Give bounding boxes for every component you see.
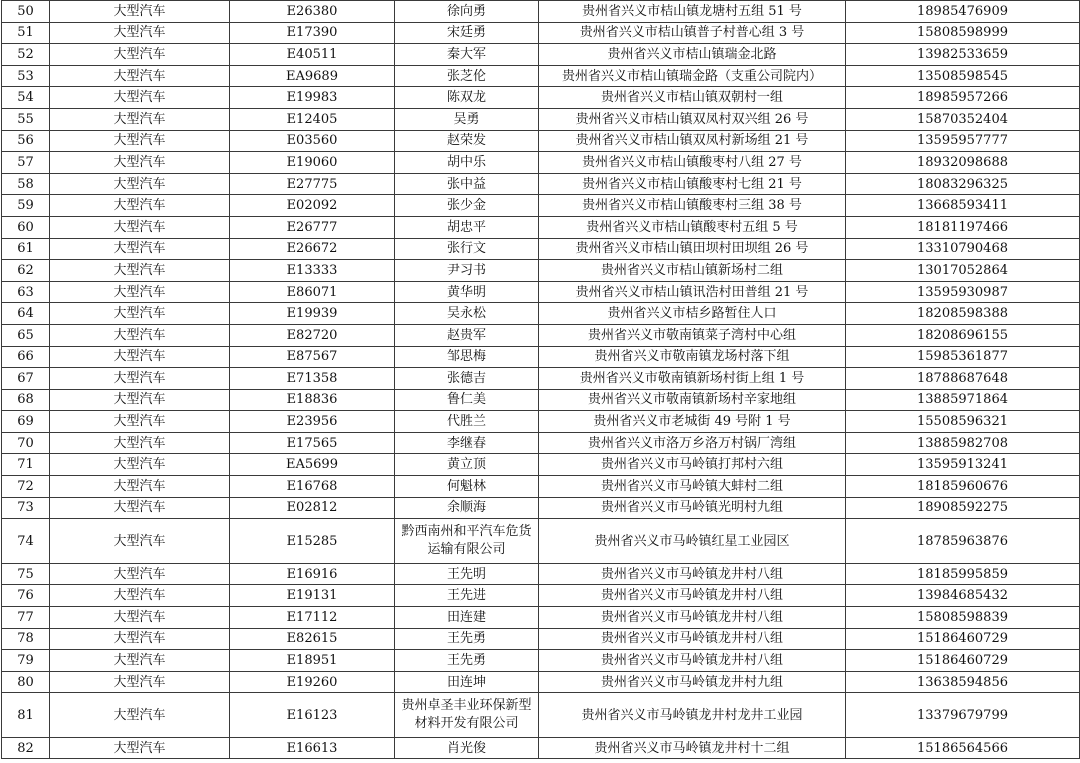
table-row — [2, 411, 1080, 433]
table-row — [2, 671, 1080, 693]
address-cell: 贵州省兴义市马岭镇打邦村六组 — [539, 454, 846, 476]
owner-name-cell: 黔西南州和平汽车危货运输有限公司 — [395, 519, 539, 564]
plate-number-cell: E18951 — [230, 650, 395, 672]
row-number-cell: 68 — [2, 389, 50, 411]
owner-name-cell: 陈双龙 — [395, 87, 539, 109]
owner-name-cell: 胡忠平 — [395, 216, 539, 238]
plate-number-cell: E16916 — [230, 563, 395, 585]
row-number-cell: 64 — [2, 303, 50, 325]
vehicle-type-cell: 大型汽车 — [50, 281, 230, 303]
vehicle-type-cell: 大型汽车 — [50, 411, 230, 433]
vehicle-type-cell: 大型汽车 — [50, 87, 230, 109]
table-row — [2, 606, 1080, 628]
vehicle-type-cell: 大型汽车 — [50, 606, 230, 628]
vehicle-type-cell: 大型汽车 — [50, 130, 230, 152]
row-number-cell: 50 — [2, 1, 50, 23]
table-row — [2, 238, 1080, 260]
plate-number-cell: E02092 — [230, 195, 395, 217]
row-number-cell: 78 — [2, 628, 50, 650]
vehicle-type-cell: 大型汽车 — [50, 585, 230, 607]
row-number-cell: 67 — [2, 368, 50, 390]
address-cell: 贵州省兴义市老城街 49 号附 1 号 — [539, 411, 846, 433]
address-cell: 贵州省兴义市桔山镇田坝村田坝组 26 号 — [539, 238, 846, 260]
table-body — [2, 1, 1080, 759]
phone-cell: 18785963876 — [846, 519, 1080, 564]
row-number-cell: 81 — [2, 693, 50, 738]
row-number-cell: 62 — [2, 260, 50, 282]
address-cell: 贵州省兴义市桔山镇讯浩村田普组 21 号 — [539, 281, 846, 303]
vehicle-type-cell: 大型汽车 — [50, 368, 230, 390]
row-number-cell: 79 — [2, 650, 50, 672]
vehicle-type-cell: 大型汽车 — [50, 563, 230, 585]
address-cell: 贵州省兴义市马岭镇龙井村十二组 — [539, 737, 846, 759]
row-number-cell: 59 — [2, 195, 50, 217]
row-number-cell: 76 — [2, 585, 50, 607]
vehicle-type-cell: 大型汽车 — [50, 65, 230, 87]
table-row — [2, 324, 1080, 346]
vehicle-type-cell: 大型汽车 — [50, 195, 230, 217]
address-cell: 贵州省兴义市桔山镇酸枣村七组 21 号 — [539, 173, 846, 195]
table-row — [2, 87, 1080, 109]
phone-cell: 18908592275 — [846, 497, 1080, 519]
vehicle-type-cell: 大型汽车 — [50, 152, 230, 174]
vehicle-type-cell: 大型汽车 — [50, 346, 230, 368]
vehicle-type-cell: 大型汽车 — [50, 303, 230, 325]
table-row — [2, 454, 1080, 476]
phone-cell: 18185960676 — [846, 476, 1080, 498]
plate-number-cell: E27775 — [230, 173, 395, 195]
plate-number-cell: E18836 — [230, 389, 395, 411]
vehicle-type-cell: 大型汽车 — [50, 324, 230, 346]
owner-name-cell: 邹思梅 — [395, 346, 539, 368]
address-cell: 贵州省兴义市马岭镇龙井村八组 — [539, 585, 846, 607]
row-number-cell: 72 — [2, 476, 50, 498]
plate-number-cell: E82720 — [230, 324, 395, 346]
owner-name-cell: 田连建 — [395, 606, 539, 628]
row-number-cell: 63 — [2, 281, 50, 303]
owner-name-cell: 秦大军 — [395, 44, 539, 66]
plate-number-cell: E02812 — [230, 497, 395, 519]
phone-cell: 18208598388 — [846, 303, 1080, 325]
table-row — [2, 563, 1080, 585]
vehicle-type-cell: 大型汽车 — [50, 737, 230, 759]
table-row — [2, 497, 1080, 519]
address-cell: 贵州省兴义市马岭镇龙井村八组 — [539, 628, 846, 650]
owner-name-cell: 王先勇 — [395, 628, 539, 650]
plate-number-cell: E17112 — [230, 606, 395, 628]
vehicle-type-cell: 大型汽车 — [50, 108, 230, 130]
table-row — [2, 650, 1080, 672]
address-cell: 贵州省兴义市桔山镇普子村普心组 3 号 — [539, 22, 846, 44]
phone-cell: 13885971864 — [846, 389, 1080, 411]
table-row — [2, 1, 1080, 23]
phone-cell: 15985361877 — [846, 346, 1080, 368]
address-cell: 贵州省兴义市马岭镇红星工业园区 — [539, 519, 846, 564]
plate-number-cell: E17390 — [230, 22, 395, 44]
owner-name-cell: 鲁仁美 — [395, 389, 539, 411]
address-cell: 贵州省兴义市马岭镇龙井村八组 — [539, 563, 846, 585]
address-cell: 贵州省兴义市洛万乡洛万村锅厂湾组 — [539, 432, 846, 454]
owner-name-cell: 张芝伦 — [395, 65, 539, 87]
phone-cell: 18185995859 — [846, 563, 1080, 585]
owner-name-cell: 吴勇 — [395, 108, 539, 130]
table-row — [2, 432, 1080, 454]
owner-name-cell: 宋廷勇 — [395, 22, 539, 44]
address-cell: 贵州省兴义市桔山镇酸枣村三组 38 号 — [539, 195, 846, 217]
row-number-cell: 74 — [2, 519, 50, 564]
row-number-cell: 66 — [2, 346, 50, 368]
plate-number-cell: E26777 — [230, 216, 395, 238]
table-row — [2, 737, 1080, 759]
table-row — [2, 628, 1080, 650]
phone-cell: 18985476909 — [846, 1, 1080, 23]
table-row — [2, 108, 1080, 130]
vehicle-type-cell: 大型汽车 — [50, 389, 230, 411]
address-cell: 贵州省兴义市桔山镇双凤村新场组 21 号 — [539, 130, 846, 152]
vehicle-type-cell: 大型汽车 — [50, 173, 230, 195]
vehicle-type-cell: 大型汽车 — [50, 216, 230, 238]
address-cell: 贵州省兴义市桔山镇瑞金北路 — [539, 44, 846, 66]
phone-cell: 15186460729 — [846, 650, 1080, 672]
row-number-cell: 65 — [2, 324, 50, 346]
owner-name-cell: 张少金 — [395, 195, 539, 217]
phone-cell: 13595957777 — [846, 130, 1080, 152]
row-number-cell: 82 — [2, 737, 50, 759]
table-row — [2, 260, 1080, 282]
table-row — [2, 152, 1080, 174]
owner-name-cell: 黄华明 — [395, 281, 539, 303]
plate-number-cell: EA5699 — [230, 454, 395, 476]
table-row — [2, 44, 1080, 66]
phone-cell: 18208696155 — [846, 324, 1080, 346]
row-number-cell: 53 — [2, 65, 50, 87]
table-row — [2, 346, 1080, 368]
plate-number-cell: E19260 — [230, 671, 395, 693]
plate-number-cell: E23956 — [230, 411, 395, 433]
plate-number-cell: E26380 — [230, 1, 395, 23]
phone-cell: 13379679799 — [846, 693, 1080, 738]
owner-name-cell: 李继春 — [395, 432, 539, 454]
row-number-cell: 73 — [2, 497, 50, 519]
owner-name-cell: 黄立顶 — [395, 454, 539, 476]
table-row — [2, 173, 1080, 195]
plate-number-cell: E16613 — [230, 737, 395, 759]
owner-name-cell: 张中益 — [395, 173, 539, 195]
vehicle-type-cell: 大型汽车 — [50, 693, 230, 738]
row-number-cell: 56 — [2, 130, 50, 152]
address-cell: 贵州省兴义市敬南镇菜子湾村中心组 — [539, 324, 846, 346]
plate-number-cell: E16768 — [230, 476, 395, 498]
plate-number-cell: E71358 — [230, 368, 395, 390]
address-cell: 贵州省兴义市桔山镇双凤村双兴组 26 号 — [539, 108, 846, 130]
phone-cell: 13595930987 — [846, 281, 1080, 303]
row-number-cell: 69 — [2, 411, 50, 433]
table-row — [2, 130, 1080, 152]
plate-number-cell: E12405 — [230, 108, 395, 130]
row-number-cell: 54 — [2, 87, 50, 109]
phone-cell: 18083296325 — [846, 173, 1080, 195]
owner-name-cell: 张德吉 — [395, 368, 539, 390]
phone-cell: 15808598999 — [846, 22, 1080, 44]
owner-name-cell: 王先明 — [395, 563, 539, 585]
vehicle-type-cell: 大型汽车 — [50, 238, 230, 260]
owner-name-cell: 王先勇 — [395, 650, 539, 672]
row-number-cell: 51 — [2, 22, 50, 44]
table-row — [2, 476, 1080, 498]
plate-number-cell: E82615 — [230, 628, 395, 650]
plate-number-cell: E13333 — [230, 260, 395, 282]
address-cell: 贵州省兴义市敬南镇新场村辛家地组 — [539, 389, 846, 411]
table-row — [2, 693, 1080, 738]
row-number-cell: 80 — [2, 671, 50, 693]
phone-cell: 13017052864 — [846, 260, 1080, 282]
vehicle-type-cell: 大型汽车 — [50, 44, 230, 66]
owner-name-cell: 肖光俊 — [395, 737, 539, 759]
address-cell: 贵州省兴义市马岭镇大蚌村二组 — [539, 476, 846, 498]
owner-name-cell: 余顺海 — [395, 497, 539, 519]
phone-cell: 13982533659 — [846, 44, 1080, 66]
phone-cell: 18788687648 — [846, 368, 1080, 390]
plate-number-cell: E19131 — [230, 585, 395, 607]
phone-cell: 18181197466 — [846, 216, 1080, 238]
address-cell: 贵州省兴义市马岭镇光明村九组 — [539, 497, 846, 519]
phone-cell: 13310790468 — [846, 238, 1080, 260]
owner-name-cell: 尹习书 — [395, 260, 539, 282]
plate-number-cell: E17565 — [230, 432, 395, 454]
table-row — [2, 281, 1080, 303]
owner-name-cell: 徐向勇 — [395, 1, 539, 23]
phone-cell: 15508596321 — [846, 411, 1080, 433]
address-cell: 贵州省兴义市桔乡路暂住人口 — [539, 303, 846, 325]
owner-name-cell: 王先进 — [395, 585, 539, 607]
vehicle-records-table — [1, 0, 1080, 759]
row-number-cell: 70 — [2, 432, 50, 454]
phone-cell: 18985957266 — [846, 87, 1080, 109]
phone-cell: 13984685432 — [846, 585, 1080, 607]
vehicle-type-cell: 大型汽车 — [50, 1, 230, 23]
owner-name-cell: 田连坤 — [395, 671, 539, 693]
address-cell: 贵州省兴义市敬南镇新场村街上组 1 号 — [539, 368, 846, 390]
address-cell: 贵州省兴义市桔山镇双朝村一组 — [539, 87, 846, 109]
vehicle-type-cell: 大型汽车 — [50, 260, 230, 282]
plate-number-cell: E19060 — [230, 152, 395, 174]
owner-name-cell: 何魁林 — [395, 476, 539, 498]
plate-number-cell: E19983 — [230, 87, 395, 109]
phone-cell: 13885982708 — [846, 432, 1080, 454]
row-number-cell: 57 — [2, 152, 50, 174]
table-row — [2, 195, 1080, 217]
table-row — [2, 519, 1080, 564]
plate-number-cell: E16123 — [230, 693, 395, 738]
address-cell: 贵州省兴义市马岭镇龙井村龙井工业园 — [539, 693, 846, 738]
row-number-cell: 77 — [2, 606, 50, 628]
owner-name-cell: 赵荣发 — [395, 130, 539, 152]
vehicle-type-cell: 大型汽车 — [50, 671, 230, 693]
plate-number-cell: E40511 — [230, 44, 395, 66]
plate-number-cell: E87567 — [230, 346, 395, 368]
table-row — [2, 368, 1080, 390]
vehicle-type-cell: 大型汽车 — [50, 432, 230, 454]
owner-name-cell: 吴永松 — [395, 303, 539, 325]
row-number-cell: 71 — [2, 454, 50, 476]
phone-cell: 15186564566 — [846, 737, 1080, 759]
row-number-cell: 55 — [2, 108, 50, 130]
plate-number-cell: E15285 — [230, 519, 395, 564]
plate-number-cell: E03560 — [230, 130, 395, 152]
table-row — [2, 216, 1080, 238]
owner-name-cell: 张行文 — [395, 238, 539, 260]
address-cell: 贵州省兴义市桔山镇龙塘村五组 51 号 — [539, 1, 846, 23]
plate-number-cell: E86071 — [230, 281, 395, 303]
address-cell: 贵州省兴义市桔山镇酸枣村八组 27 号 — [539, 152, 846, 174]
phone-cell: 13595913241 — [846, 454, 1080, 476]
row-number-cell: 75 — [2, 563, 50, 585]
address-cell: 贵州省兴义市马岭镇龙井村八组 — [539, 650, 846, 672]
phone-cell: 15186460729 — [846, 628, 1080, 650]
plate-number-cell: E19939 — [230, 303, 395, 325]
owner-name-cell: 赵贵军 — [395, 324, 539, 346]
owner-name-cell: 代胜兰 — [395, 411, 539, 433]
vehicle-type-cell: 大型汽车 — [50, 22, 230, 44]
phone-cell: 18932098688 — [846, 152, 1080, 174]
table-row — [2, 389, 1080, 411]
plate-number-cell: E26672 — [230, 238, 395, 260]
row-number-cell: 58 — [2, 173, 50, 195]
vehicle-type-cell: 大型汽车 — [50, 650, 230, 672]
phone-cell: 13508598545 — [846, 65, 1080, 87]
address-cell: 贵州省兴义市桔山镇酸枣村五组 5 号 — [539, 216, 846, 238]
phone-cell: 15808598839 — [846, 606, 1080, 628]
phone-cell: 15870352404 — [846, 108, 1080, 130]
plate-number-cell: EA9689 — [230, 65, 395, 87]
owner-name-cell: 胡中乐 — [395, 152, 539, 174]
row-number-cell: 52 — [2, 44, 50, 66]
address-cell: 贵州省兴义市敬南镇龙场村落下组 — [539, 346, 846, 368]
address-cell: 贵州省兴义市桔山镇新场村二组 — [539, 260, 846, 282]
table-row — [2, 303, 1080, 325]
owner-name-cell: 贵州卓圣丰业环保新型材料开发有限公司 — [395, 693, 539, 738]
table-row — [2, 585, 1080, 607]
row-number-cell: 60 — [2, 216, 50, 238]
vehicle-type-cell: 大型汽车 — [50, 476, 230, 498]
vehicle-type-cell: 大型汽车 — [50, 497, 230, 519]
vehicle-type-cell: 大型汽车 — [50, 454, 230, 476]
address-cell: 贵州省兴义市桔山镇瑞金路（支重公司院内） — [539, 65, 846, 87]
address-cell: 贵州省兴义市马岭镇龙井村八组 — [539, 606, 846, 628]
phone-cell: 13638594856 — [846, 671, 1080, 693]
vehicle-type-cell: 大型汽车 — [50, 519, 230, 564]
address-cell: 贵州省兴义市马岭镇龙井村九组 — [539, 671, 846, 693]
row-number-cell: 61 — [2, 238, 50, 260]
table-row — [2, 22, 1080, 44]
vehicle-type-cell: 大型汽车 — [50, 628, 230, 650]
phone-cell: 13668593411 — [846, 195, 1080, 217]
table-row — [2, 65, 1080, 87]
